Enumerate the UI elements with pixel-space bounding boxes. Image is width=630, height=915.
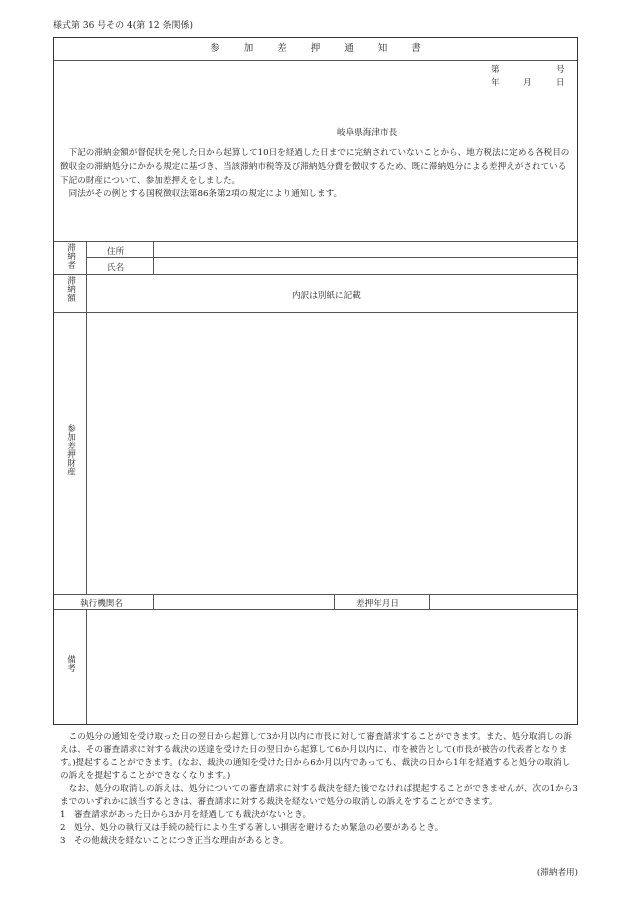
title-char: 差 (277, 43, 287, 54)
date-month: 月 (523, 78, 532, 88)
remarks-label-text: 備考 (65, 655, 76, 673)
title-char: 通 (344, 43, 354, 54)
number-prefix: 第 (491, 65, 500, 75)
notes-paragraph: この処分の通知を受け取った日の翌日から起算して3か月以内に市長に対して審査請求することができます。また、処分取消しの訴えは、その審査請求に対する裁決の送達を受けた日の翌日から起算して6か月以内に、市を被告として(市長が被告の代表者となります。)提起することができます。(なお、裁決の通知を受けた日から6か月以内であっても、裁決の日から1年を経過すると処分の取消しの訴えを提起することができなくなります。) (60, 732, 572, 781)
delinquent-label-text: 滞納者 (65, 243, 76, 269)
title-divider (54, 60, 577, 61)
notes-paragraph: なお、処分の取消しの訴えは、処分についての審査請求に対する裁決を経た後でなければ提起することができませんが、次の1から3までのいずれかに該当するときは、審査請求に対する裁決を経ないで処分の取消しの訴えをすることができます。 (60, 784, 578, 807)
agency-label: 執行機関名 (80, 599, 123, 609)
date-day: 日 (556, 78, 565, 88)
body-paragraph: 同法がその例とする国税徴収法第86条第2項の規定により通知します。 (68, 189, 343, 200)
address-label: 住所 (107, 247, 125, 257)
copy-label: (滞納者用) (536, 868, 578, 878)
document-title (53, 40, 578, 54)
notes-item: 1 審査請求があった日から3か月を経過しても裁決がないとき。 (60, 810, 312, 820)
title-char: 参 (210, 43, 220, 54)
notes-item: 3 その他裁決を経ないことにつき正当な理由があるとき。 (60, 836, 289, 846)
delinquent-label (54, 243, 86, 273)
table-top-divider (54, 241, 577, 242)
remarks-top-divider (54, 609, 577, 610)
number-suffix: 号 (556, 65, 565, 75)
remarks-label (54, 655, 86, 676)
title-char: 押 (310, 43, 321, 54)
amount-label-divider (86, 274, 87, 312)
amount-top-divider (54, 274, 577, 275)
date-year: 年 (491, 78, 500, 88)
name-label: 氏名 (107, 263, 125, 273)
property-label-divider (86, 312, 87, 594)
agency-top-divider (54, 594, 577, 595)
amount-label (54, 276, 86, 306)
seizure-label-divider-right (429, 594, 430, 609)
body-paragraph: 下記の滞納金額が督促状を発した日から起算して10日を経過した日までに完納されていないことから、地方税法に定める各税目の徴収金の滞納処分にかかる規定に基づき、当該滞納市税等及び滞納処分費を徴収するため、既に滞納処分による差押えがされている下記の財産について、参加差押えをしました。 (60, 148, 570, 186)
title-char: 書 (411, 43, 421, 54)
title-char: 加 (243, 43, 254, 54)
property-top-divider (54, 312, 577, 313)
appeal-notes (60, 731, 578, 848)
seizure-date-label: 差押年月日 (356, 599, 399, 609)
title-char: 知 (377, 43, 388, 54)
notice-body (60, 147, 572, 202)
property-label-text: 参加差押財産 (65, 424, 76, 476)
issuer-name: 岐阜県海津市長 (337, 128, 398, 138)
agency-value-divider (153, 594, 154, 609)
property-label (54, 424, 86, 480)
address-name-divider (86, 257, 577, 258)
subfield-divider (153, 241, 154, 274)
notice-form-frame (53, 37, 578, 725)
amount-value: 内訳は別紙に記載 (292, 291, 361, 301)
seizure-label-divider-left (334, 594, 335, 609)
form-number-label: 様式第 36 号その 4(第 12 条関係) (53, 21, 193, 31)
remarks-label-divider (86, 609, 87, 724)
notes-item: 2 処分、処分の執行又は手続の続行により生ずる著しい損害を避けるため緊急の必要があるとき。 (60, 823, 444, 833)
amount-label-text: 滞納額 (65, 276, 76, 302)
